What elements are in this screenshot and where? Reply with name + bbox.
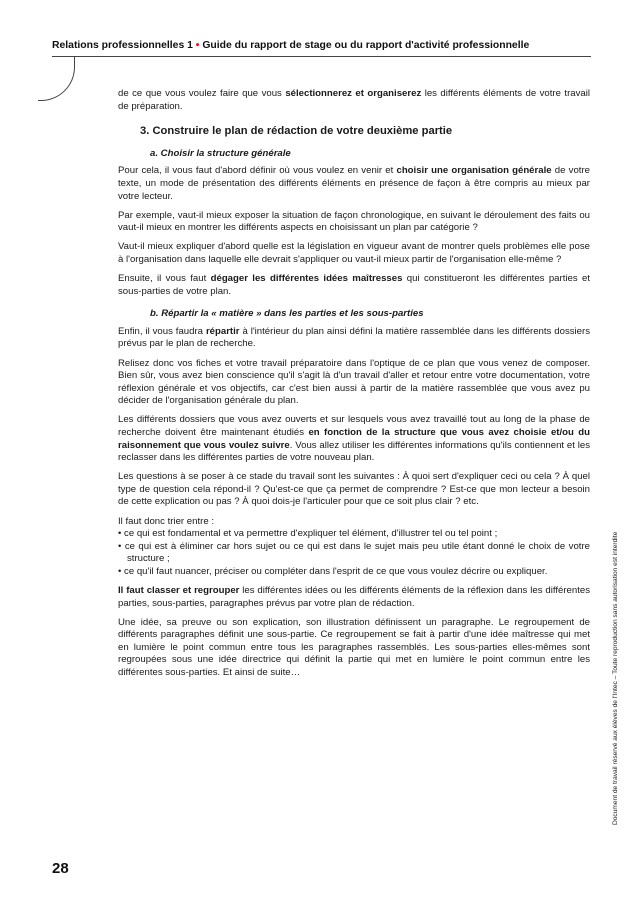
p5-text-1: Enfin, il vous faudra [118,325,206,337]
paragraph-7 [118,414,590,464]
section-heading: 3. Construire le plan de rédaction de votre deuxième partie [140,125,453,138]
header-rule [52,56,591,57]
body-content [118,88,590,686]
p5-text-2: à l'intérieur du plan ainsi défini la matière rassemblée dans les différents dossiers prévus par le plan de recherche. [118,325,590,350]
running-header [52,40,592,51]
p4-text-1: Ensuite, il vous faut [118,273,211,285]
subsection-heading-b: b. Répartir la « matière » dans les parties et les sous-parties [150,308,424,320]
header-title-part2: Guide du rapport de stage ou du rapport d'activité professionnelle [202,40,530,51]
intro-text-1: de ce que vous voulez faire que vous [118,88,286,99]
p1-text-1: Pour cela, il vous faut d'abord définir où vous voulez en venir et [118,165,397,177]
paragraph-9: Il faut donc trier entre : [118,515,214,527]
p10-text-1: les différentes idées ou les différents éléments de la réflexion dans les différentes parties, sous-parties, paragraphes prévus par votre plan de rédaction. [118,585,590,609]
copyright-side-note: Document de travail réservé aux élèves de l'Intec – Toute reproduction sans autorisation est interdite [612,531,619,825]
bullet-list [118,528,590,578]
p4-bold-1: dégager les différentes idées maîtresses [210,273,403,285]
bullet-item: • ce qu'il faut nuancer, préciser ou compléter dans l'esprit de ce que vous voulez décrire ou expliquer. [118,565,548,577]
intro-paragraph [118,88,590,113]
page-number: 28 [52,860,69,877]
bullet-item: • ce qui est à éliminer car hors sujet ou ce qui est dans le sujet mais peu utile étant donné le choix de votre structure ; [118,540,590,565]
p7-bold-1: en fonction de la structure que vous avez choisie et/ou du raisonnement que vous voulez suivre [118,426,590,451]
intro-bold-1: sélectionnerez et organiserez [285,88,422,99]
p1-bold-1: choisir une organisation générale [396,165,552,177]
paragraph-3: Vaut-il mieux expliquer d'abord quelle est la législation en vigueur avant de montrer quels problèmes elle pose à l'organisation dans laquelle elle devrait s'appliquer ou vaut-il mieux partir de l'organisation elle-même ? [118,241,590,265]
paragraph-11: Une idée, sa preuve ou son explication, son illustration définissent un paragraphe. Le regroupement de différents paragraphes définit une sous-partie. Ce regroupement se fait à partir d'une idée maîtresse qui met en lumière le point commun entre tous les paragraphes rassemblés. Les sous-parties elles-mêmes sont regroupées sous une idée directrice qui définit la partie qui met en lumière le point commun entre les différentes sous-parties. Et ainsi de suite… [118,616,590,679]
bullet-item: • ce qui est fondamental et va permettre d'expliquer tel élément, d'illustrer tel ou tel point ; [118,528,498,540]
paragraph-1 [118,165,590,203]
p7-text-2: . Vous allez utiliser les différentes informations qu'ils contiennent et les reclasser dans les différentes parties de votre nouveau plan. [118,439,590,464]
p7-text-1: Les différents dossiers que vous avez ouverts et sur lesquels vous avez travaillé tout au long de la phase de recherche doivent être maintenant étudiés [118,414,590,438]
p10-bold-1: Il faut classer et regrouper [118,585,240,596]
p1-text-2: de votre texte, un mode de présentation des différents éléments en présence de façon à être compris au mieux par votre lecteur. [118,165,590,202]
paragraph-8: Les questions à se poser à ce stade du travail sont les suivantes : À quoi sert d'expliquer ceci ou cela ? À quel type de question cela répond-il ? Qu'est-ce que ça permet de comprendre ? Est-ce que mon lecteur a besoin de cette explication ou pas ? À quoi dois-je l'articuler pour que ce soit plus clair ? etc. [118,471,590,508]
p4-text-2: qui constitueront les différentes parties et sous-parties de votre plan. [118,273,590,297]
header-bullet: • [192,40,203,51]
header-title-part1: Relations professionnelles 1 [52,40,193,51]
intro-text-2: les différents éléments de votre travail de préparation. [118,88,590,112]
paragraph-6: Relisez donc vos fiches et votre travail préparatoire dans l'optique de ce plan que vous venez de composer. Bien sûr, vous avez bien conscience qu'il s'agit là d'un travail d'aller et retour entre votre documentation, votre réflexion générale et vos objectifs, car c'est bien aussi à partir de la matière rassemblée que vous avez pu décider de l'organisation générale du plan. [118,357,590,407]
paragraph-4 [118,273,590,298]
paragraph-5 [118,326,590,351]
paragraph-2: Par exemple, vaut-il mieux exposer la situation de façon chronologique, en suivant le déroulement des faits ou vaut-il mieux en montrer les différents aspects en choisissant un plan par catégorie ? [118,209,590,234]
p5-bold-1: répartir [205,325,240,337]
header-curve-decoration [38,56,75,101]
paragraph-10 [118,585,590,610]
subsection-heading-a: a. Choisir la structure générale [150,147,291,159]
